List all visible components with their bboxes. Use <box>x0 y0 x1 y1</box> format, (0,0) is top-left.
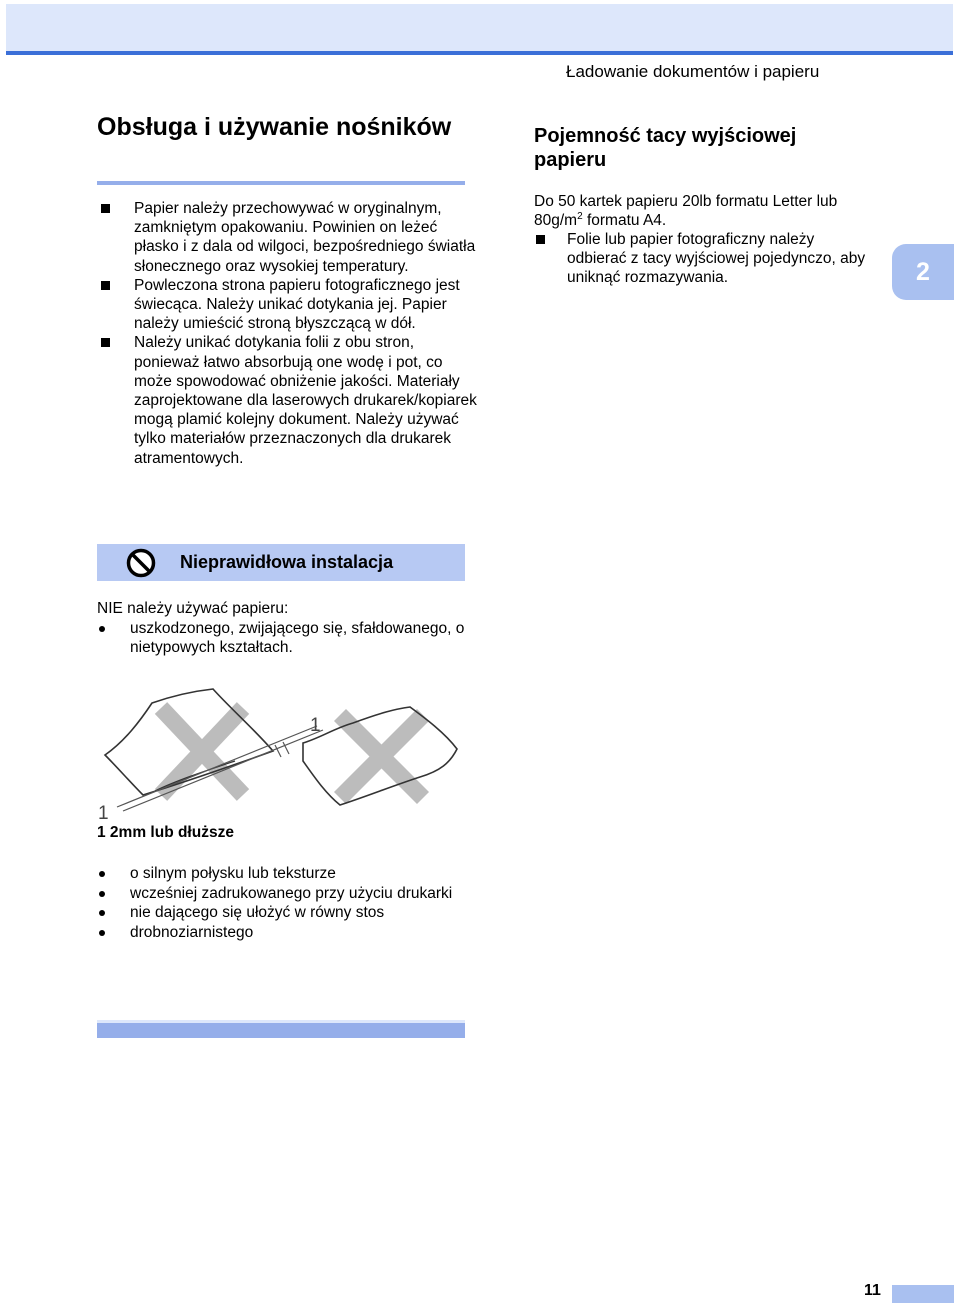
title-underline-rule <box>97 181 465 185</box>
square-bullet-icon <box>101 204 110 213</box>
round-bullet-icon <box>99 891 105 897</box>
warning-title: Nieprawidłowa instalacja <box>180 552 394 572</box>
warning-intro: NIE należy używać papieru: <box>97 600 289 617</box>
bullet-text: Powleczona strona papieru fotograficznego jest świecąca. Należy unikać dotykania jej. Papier należy umieścić stroną błyszczącą w dół. <box>134 276 460 333</box>
figure-caption: 1 2mm lub dłuższe <box>97 824 234 841</box>
cross-right-icon <box>340 715 423 798</box>
callout-left: 1 <box>98 803 109 823</box>
list-item <box>97 864 477 884</box>
bullet-text: wcześniej zadrukowanego przy użyciu drukarki <box>130 884 453 902</box>
additional-warning-list <box>97 864 477 942</box>
bullet-text: drobnoziarnistego <box>130 923 254 941</box>
prohibited-icon <box>126 548 156 578</box>
list-item <box>97 903 477 923</box>
list-item <box>97 884 477 904</box>
round-bullet-icon <box>99 626 105 632</box>
bullet-text: Folie lub papier fotograficzny należy odbierać z tacy wyjściowej pojedynczo, aby uniknąć rozmazywania. <box>567 231 866 286</box>
running-header-title: Ładowanie dokumentów i papieru <box>566 62 820 81</box>
square-bullet-icon <box>101 281 110 290</box>
top-header-band <box>6 4 953 55</box>
round-bullet-icon <box>99 930 105 936</box>
callout-right: 1 <box>310 715 321 736</box>
section-title: Obsługa i używanie nośników <box>97 113 452 141</box>
output-tray-body <box>534 192 874 287</box>
warning-item-list <box>97 619 477 658</box>
chapter-tab: 2 <box>892 244 954 300</box>
page-number: 11 <box>864 1282 881 1299</box>
square-bullet-icon <box>101 338 110 347</box>
output-tray-bullet-list <box>534 230 874 287</box>
cross-left-icon <box>161 708 243 795</box>
intro-text-end: formatu A4. <box>582 212 667 229</box>
square-bullet-icon <box>536 235 545 244</box>
handling-bullet-list <box>97 199 477 468</box>
bullet-text: Należy unikać dotykania folii z obu stron, ponieważ łatwo absorbują one wodę i pot, co może spowodować obniżenie jakości. Materiały zaprojektowane dla laserowych drukarek/kopiarek mogą plamić kolejny dokument. Należy używać tylko materiałów przeznaczonych dla drukarek atramentowych. <box>134 334 477 467</box>
output-tray-title: Pojemność tacy wyjściowej papieru <box>534 125 797 171</box>
damaged-paper-illustration <box>95 683 465 823</box>
intro-text: Do 50 kartek papieru 20lb formatu Letter lub 80g/m <box>534 193 838 229</box>
round-bullet-icon <box>99 910 105 916</box>
bullet-text: uszkodzonego, zwijającego się, sfałdowanego, o nietypowych kształtach. <box>130 619 465 657</box>
output-tray-intro <box>534 192 874 230</box>
list-item <box>97 333 477 467</box>
bullet-text: nie dającego się ułożyć w równy stos <box>130 904 385 922</box>
bullet-text: Papier należy przechowywać w oryginalnym, zamkniętym opakowaniu. Powinien on leżeć płasko i z dala od wilgoci, bezpośredniego światła słonecznego oraz wysokiej temperatury. <box>134 200 476 275</box>
bullet-text: o silnym połysku lub teksturze <box>130 865 336 882</box>
page-number-tab <box>892 1285 954 1303</box>
list-item <box>97 923 477 943</box>
superscript: 2 <box>577 210 583 222</box>
round-bullet-icon <box>99 871 105 877</box>
warning-footer-band <box>97 1020 465 1038</box>
list-item <box>97 619 477 658</box>
list-item <box>534 230 874 287</box>
warning-header <box>97 544 465 581</box>
list-item <box>97 199 477 276</box>
warning-body <box>97 599 477 658</box>
list-item <box>97 276 477 334</box>
